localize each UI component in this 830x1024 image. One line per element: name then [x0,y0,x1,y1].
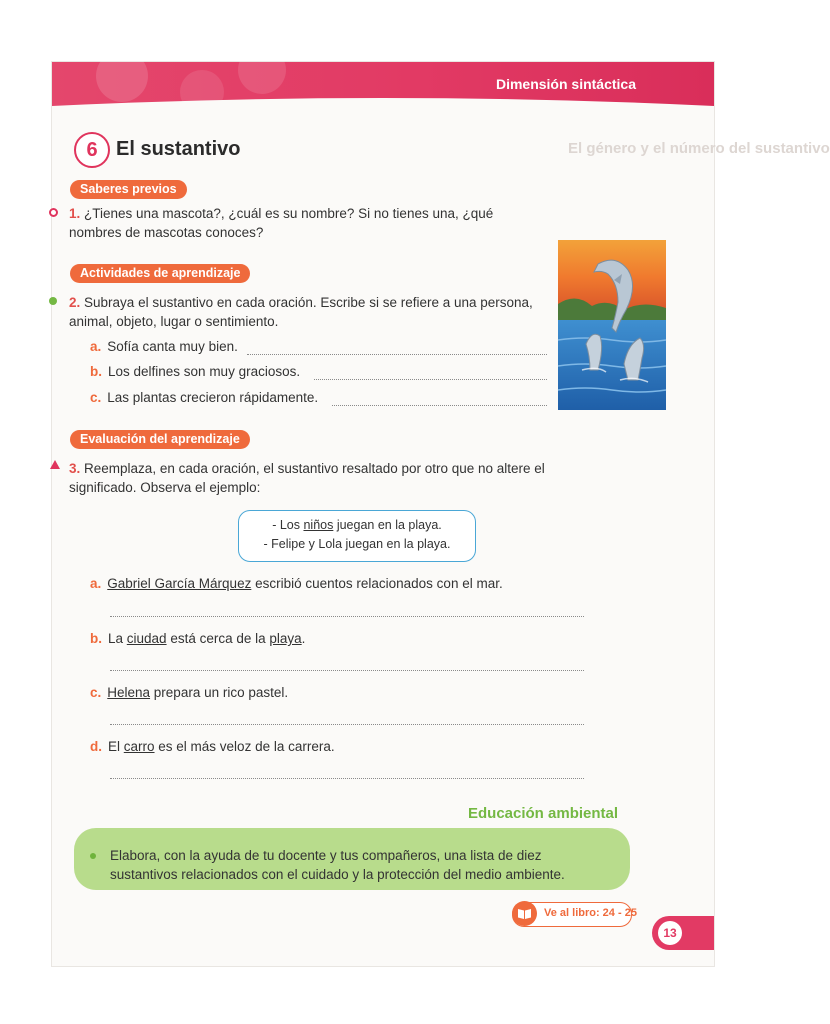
question-2: 2. Subraya el sustantivo en cada oración. Escribe si se refiere a una persona, animal, objeto, lugar o sentimiento. [69,295,533,329]
actividades-marker-icon [49,297,57,305]
question-3: 3. Reemplaza, en cada oración, el sustantivo resaltado por otro que no altere el significado. Observa el ejemplo: [69,461,545,495]
evaluation-item: a. Gabriel García Márquez escribió cuentos relacionados con el mar. [90,576,503,591]
bleed-through-text: El género y el número del sustantivo [568,140,830,157]
answer-line[interactable] [110,777,584,779]
dolphins-illustration [558,240,666,410]
answer-line[interactable] [110,615,584,617]
example-line-1: - Los niños juegan en la playa. [272,518,442,532]
example-line-2: - Felipe y Lola juegan en la playa. [263,537,451,551]
question-2-text: Subraya el sustantivo en cada oración. Escribe si se refiere a una persona, animal, objeto, lugar o sentimiento. [69,295,533,329]
activity-item: a. Sofía canta muy bien. [90,339,238,354]
evaluation-item: b. La ciudad está cerca de la playa. [90,631,306,646]
ambiental-bullet-icon [90,853,96,859]
saberes-label: Saberes previos [70,180,187,199]
book-icon-glyph [512,901,537,926]
workbook-page [52,62,830,966]
example-box [238,510,476,562]
lesson-number: 6 [74,132,110,168]
answer-line[interactable] [332,404,547,406]
question-3-text: Reemplaza, en cada oración, el sustantivo resaltado por otro que no altere el significado. Observa el ejemplo: [69,461,545,495]
page-number: 13 [658,921,682,945]
saberes-marker-icon [49,208,58,217]
question-1-text: ¿Tienes una mascota?, ¿cuál es su nombre? Si no tienes una, ¿qué nombres de mascotas conoces? [69,206,494,240]
answer-line[interactable] [247,353,547,355]
answer-line[interactable] [110,669,584,671]
question-1: 1. ¿Tienes una mascota?, ¿cuál es su nombre? Si no tienes una, ¿qué nombres de mascotas conoces? [69,206,494,240]
evaluacion-label: Evaluación del aprendizaje [70,430,250,449]
actividades-label: Actividades de aprendizaje [70,264,250,283]
answer-line[interactable] [110,723,584,725]
activity-item: b. Los delfines son muy graciosos. [90,364,301,379]
book-reference-label: Ve al libro: 24 - 25 [544,907,637,919]
answer-line[interactable] [314,378,547,380]
evaluacion-marker-icon [50,460,60,469]
book-icon [512,901,537,926]
section-title: Dimensión sintáctica [495,76,636,92]
ambiental-title: Educación ambiental [468,805,619,822]
activity-item: c. Las plantas crecieron rápidamente. [90,390,319,405]
dolphins-image [558,240,666,410]
lesson-title: El sustantivo [116,138,241,160]
evaluation-item: d. El carro es el más veloz de la carrera. [90,739,335,754]
ambiental-text: Elabora, con la ayuda de tu docente y tus compañeros, una lista de diez sustantivos relacionados con el cuidado y la protección del medio ambiente. [110,848,565,882]
evaluation-item: c. Helena prepara un rico pastel. [90,685,289,700]
header-band [52,62,714,106]
